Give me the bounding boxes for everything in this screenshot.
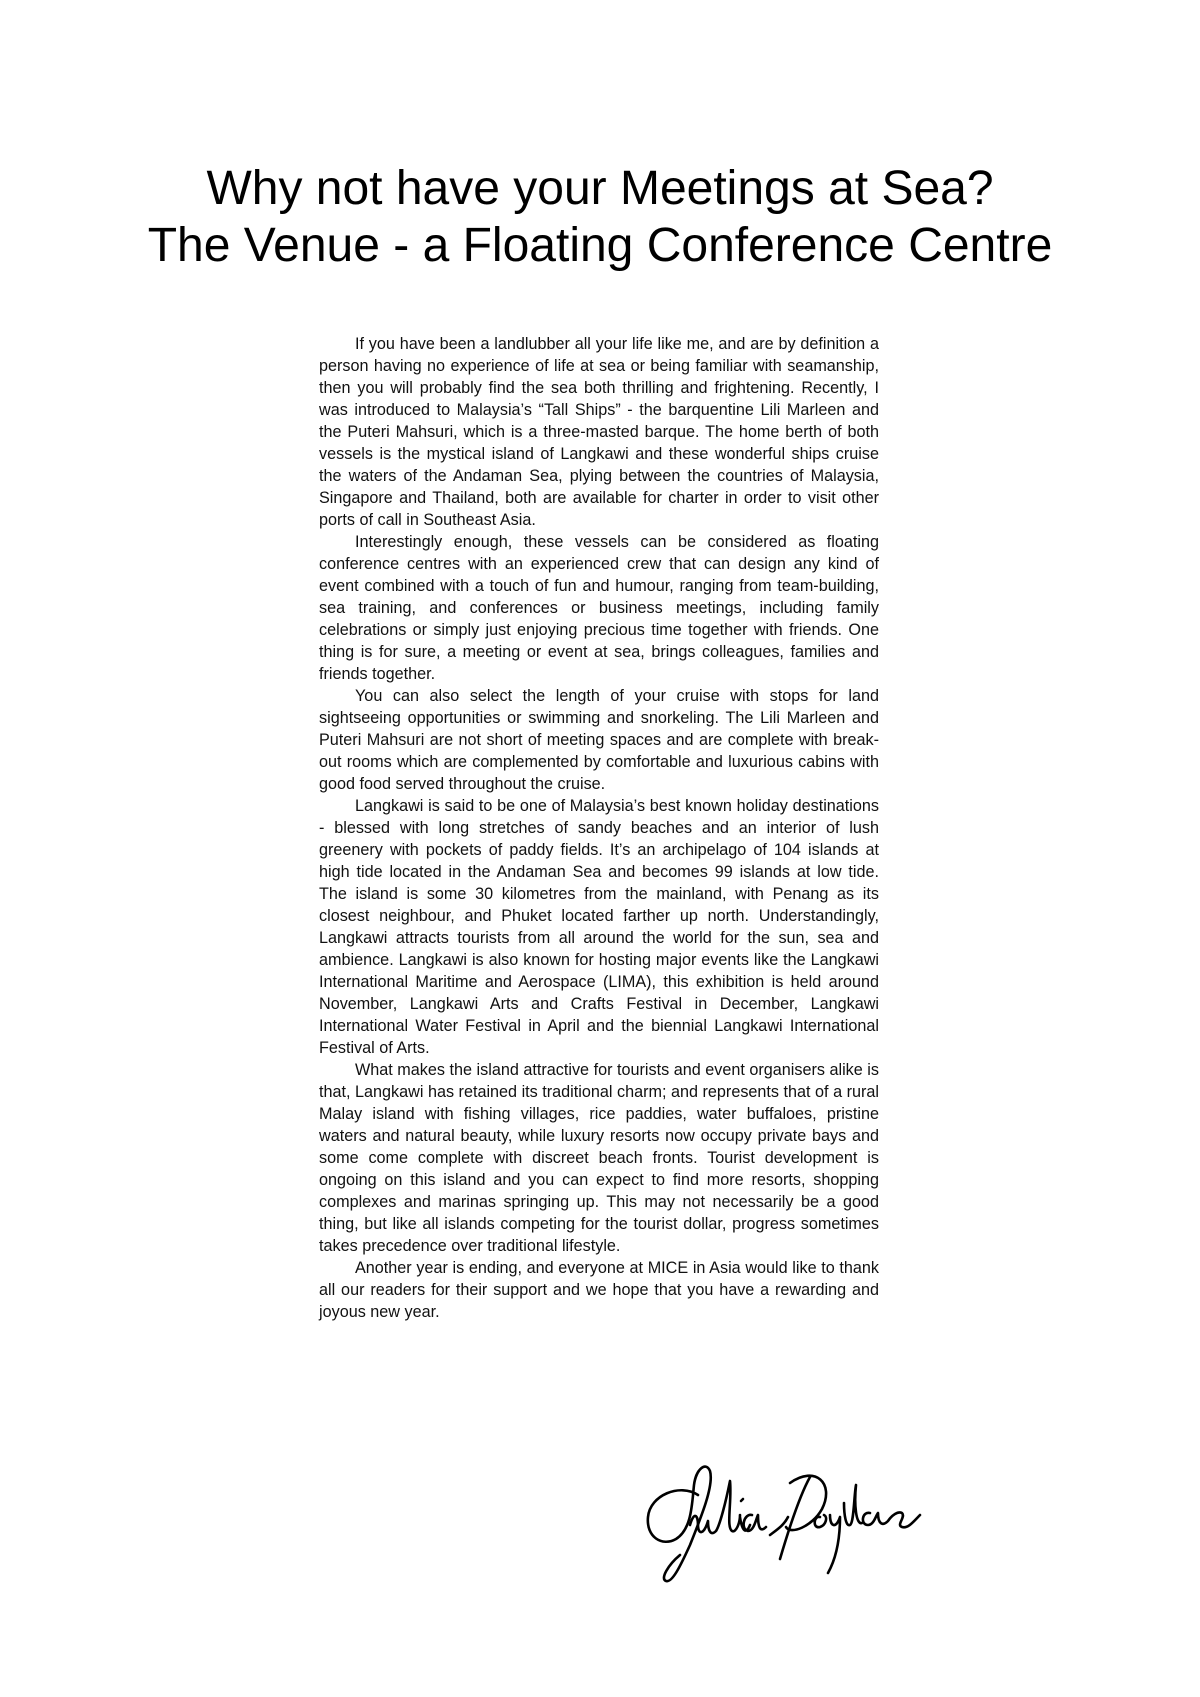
article-paragraph-2: Interestingly enough, these vessels can be considered as floating conference centres with an experienced crew that can design any kind of event combined with a touch of fun and humour, ranging from team-building, sea training, and conferences or business meetings, including family celebrations or simply just enjoying precious time together with friends. One thing is for sure, a meeting or event at sea, brings colleagues, families and friends together. <box>319 533 879 683</box>
page-title-line-1: Why not have your Meetings at Sea? <box>206 162 994 215</box>
signature-drawing <box>640 1455 920 1585</box>
article-paragraph-3: You can also select the length of your cruise with stops for land sightseeing opportunities or swimming and snorkeling. The Lili Marleen and Puteri Mahsuri are not short of meeting spaces and are complete with break-out rooms which are complemented by comfortable and luxurious cabins with good food served throughout the cruise. <box>319 687 879 793</box>
article-body <box>319 333 879 1323</box>
article-paragraph-1: If you have been a landlubber all your life like me, and are by definition a person having no experience of life at sea or being familiar with seamanship, then you will probably find the sea both thrilling and frightening. Recently, I was introduced to Malaysia’s “Tall Ships” - the barquentine Lili Marleen and the Puteri Mahsuri, which is a three-masted barque. The home berth of both vessels is the mystical island of Langkawi and these wonderful ships cruise the waters of the Andaman Sea, plying between the countries of Malaysia, Singapore and Thailand, both are available for charter in order to visit other ports of call in Southeast Asia. <box>319 335 879 529</box>
handwritten-signature <box>640 1455 920 1585</box>
page-title <box>0 160 1200 274</box>
article-paragraph-6: Another year is ending, and everyone at MICE in Asia would like to thank all our readers for their support and we hope that you have a rewarding and joyous new year. <box>319 1259 879 1321</box>
article-paragraph-4: Langkawi is said to be one of Malaysia’s best known holiday destinations - blessed with long stretches of sandy beaches and an interior of lush greenery with pockets of paddy fields. It’s an archipelago of 104 islands at high tide located in the Andaman Sea and becomes 99 islands at low tide. The island is some 30 kilometres from the mainland, with Penang as its closest neighbour, and Phuket located farther up north. Understandingly, Langkawi attracts tourists from all around the world for the sun, sea and ambience. Langkawi is also known for hosting major events like the Langkawi International Maritime and Aerospace (LIMA), this exhibition is held around November, Langkawi Arts and Crafts Festival in December, Langkawi International Water Festival in April and the biennial Langkawi International Festival of Arts. <box>319 797 879 1057</box>
page-title-line-2: The Venue - a Floating Conference Centre <box>147 219 1053 272</box>
article-paragraph-5: What makes the island attractive for tourists and event organisers alike is that, Langkawi has retained its traditional charm; and represents that of a rural Malay island with fishing villages, rice paddies, water buffaloes, pristine waters and natural beauty, while luxury resorts now occupy private bays and some come complete with discreet beach fronts. Tourist development is ongoing on this island and you can expect to find more resorts, shopping complexes and marinas springing up. This may not necessarily be a good thing, but like all islands competing for the tourist dollar, progress sometimes takes precedence over traditional lifestyle. <box>319 1061 879 1255</box>
